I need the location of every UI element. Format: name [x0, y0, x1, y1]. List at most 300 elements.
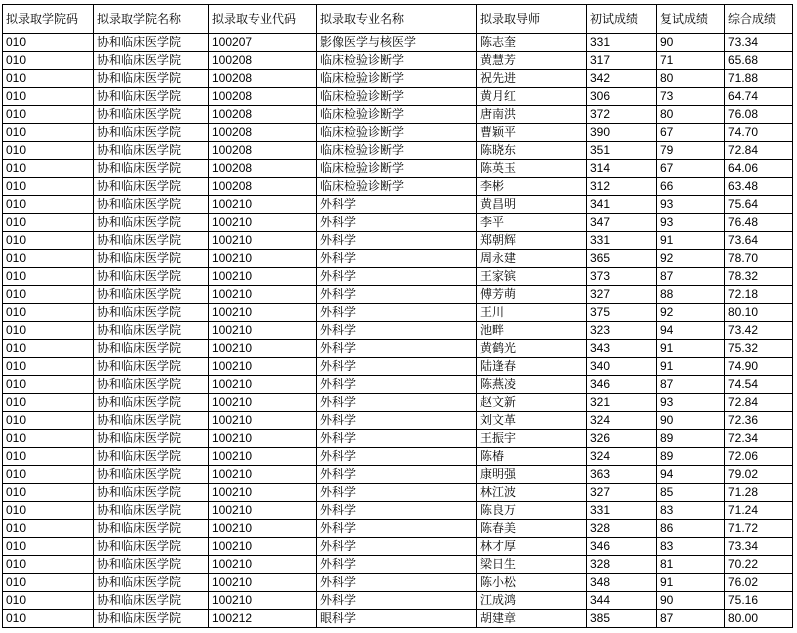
retest-score-cell: 90 [657, 592, 725, 610]
table-row [3, 70, 793, 88]
retest-score-cell: 81 [657, 556, 725, 574]
retest-score-cell: 90 [657, 34, 725, 52]
retest-score-cell: 88 [657, 286, 725, 304]
retest-score-cell: 91 [657, 358, 725, 376]
table-row [3, 124, 793, 142]
table-row [3, 610, 793, 628]
initial-score-cell: 346 [587, 538, 657, 556]
major-code-cell: 100208 [209, 178, 317, 196]
table-row [3, 232, 793, 250]
supervisor-cell: 陈英玉 [477, 160, 587, 178]
major-name-cell: 外科学 [317, 322, 477, 340]
initial-score-cell: 346 [587, 376, 657, 394]
college-code-cell: 010 [3, 304, 94, 322]
major-code-cell: 100210 [209, 196, 317, 214]
table-row [3, 520, 793, 538]
table-row [3, 142, 793, 160]
col-header-total-score: 综合成绩 [725, 5, 793, 34]
college-code-cell: 010 [3, 592, 94, 610]
major-code-cell: 100208 [209, 52, 317, 70]
college-code-cell: 010 [3, 394, 94, 412]
retest-score-cell: 92 [657, 304, 725, 322]
college-code-cell: 010 [3, 520, 94, 538]
college-name-cell: 协和临床医学院 [94, 610, 209, 628]
total-score-cell: 72.06 [725, 448, 793, 466]
supervisor-cell: 陈春美 [477, 520, 587, 538]
total-score-cell: 75.64 [725, 196, 793, 214]
col-header-major-code: 拟录取专业代码 [209, 5, 317, 34]
table-row [3, 448, 793, 466]
major-name-cell: 外科学 [317, 394, 477, 412]
initial-score-cell: 372 [587, 106, 657, 124]
retest-score-cell: 87 [657, 610, 725, 628]
supervisor-cell: 黄昌明 [477, 196, 587, 214]
total-score-cell: 78.70 [725, 250, 793, 268]
major-code-cell: 100210 [209, 286, 317, 304]
total-score-cell: 76.48 [725, 214, 793, 232]
college-code-cell: 010 [3, 142, 94, 160]
total-score-cell: 80.00 [725, 610, 793, 628]
initial-score-cell: 348 [587, 574, 657, 592]
table-row [3, 268, 793, 286]
college-name-cell: 协和临床医学院 [94, 142, 209, 160]
table-row [3, 214, 793, 232]
major-name-cell: 外科学 [317, 430, 477, 448]
college-name-cell: 协和临床医学院 [94, 106, 209, 124]
table-row [3, 340, 793, 358]
table-row [3, 286, 793, 304]
college-name-cell: 协和临床医学院 [94, 214, 209, 232]
table-row [3, 394, 793, 412]
major-code-cell: 100210 [209, 520, 317, 538]
major-code-cell: 100208 [209, 88, 317, 106]
initial-score-cell: 331 [587, 34, 657, 52]
table-row [3, 538, 793, 556]
total-score-cell: 71.72 [725, 520, 793, 538]
supervisor-cell: 陈燕凌 [477, 376, 587, 394]
table-row [3, 466, 793, 484]
table-row [3, 592, 793, 610]
initial-score-cell: 351 [587, 142, 657, 160]
major-name-cell: 影像医学与核医学 [317, 34, 477, 52]
major-name-cell: 临床检验诊断学 [317, 88, 477, 106]
supervisor-cell: 林才厚 [477, 538, 587, 556]
supervisor-cell: 梁日生 [477, 556, 587, 574]
college-name-cell: 协和临床医学院 [94, 484, 209, 502]
header-row [3, 5, 793, 34]
initial-score-cell: 328 [587, 520, 657, 538]
major-code-cell: 100208 [209, 142, 317, 160]
supervisor-cell: 唐南洪 [477, 106, 587, 124]
table-row [3, 574, 793, 592]
college-name-cell: 协和临床医学院 [94, 304, 209, 322]
total-score-cell: 72.18 [725, 286, 793, 304]
major-name-cell: 临床检验诊断学 [317, 52, 477, 70]
college-code-cell: 010 [3, 250, 94, 268]
major-name-cell: 外科学 [317, 502, 477, 520]
retest-score-cell: 94 [657, 466, 725, 484]
college-name-cell: 协和临床医学院 [94, 196, 209, 214]
supervisor-cell: 陈小松 [477, 574, 587, 592]
major-code-cell: 100210 [209, 214, 317, 232]
major-name-cell: 临床检验诊断学 [317, 142, 477, 160]
college-code-cell: 010 [3, 574, 94, 592]
major-code-cell: 100208 [209, 160, 317, 178]
supervisor-cell: 刘文革 [477, 412, 587, 430]
table-row [3, 430, 793, 448]
college-code-cell: 010 [3, 466, 94, 484]
retest-score-cell: 83 [657, 502, 725, 520]
major-name-cell: 临床检验诊断学 [317, 124, 477, 142]
total-score-cell: 74.54 [725, 376, 793, 394]
college-name-cell: 协和临床医学院 [94, 448, 209, 466]
table-row [3, 88, 793, 106]
table-row [3, 196, 793, 214]
major-code-cell: 100210 [209, 268, 317, 286]
major-code-cell: 100210 [209, 538, 317, 556]
initial-score-cell: 341 [587, 196, 657, 214]
retest-score-cell: 87 [657, 268, 725, 286]
initial-score-cell: 324 [587, 412, 657, 430]
table-row [3, 106, 793, 124]
table-row [3, 376, 793, 394]
initial-score-cell: 340 [587, 358, 657, 376]
retest-score-cell: 93 [657, 394, 725, 412]
table-row [3, 484, 793, 502]
table-row [3, 556, 793, 574]
total-score-cell: 71.88 [725, 70, 793, 88]
college-code-cell: 010 [3, 178, 94, 196]
retest-score-cell: 91 [657, 574, 725, 592]
major-name-cell: 外科学 [317, 412, 477, 430]
college-name-cell: 协和临床医学院 [94, 574, 209, 592]
major-code-cell: 100210 [209, 304, 317, 322]
college-code-cell: 010 [3, 106, 94, 124]
major-name-cell: 外科学 [317, 232, 477, 250]
supervisor-cell: 王川 [477, 304, 587, 322]
supervisor-cell: 陈椿 [477, 448, 587, 466]
major-code-cell: 100210 [209, 232, 317, 250]
supervisor-cell: 黄月红 [477, 88, 587, 106]
college-code-cell: 010 [3, 484, 94, 502]
supervisor-cell: 祝先进 [477, 70, 587, 88]
retest-score-cell: 89 [657, 430, 725, 448]
supervisor-cell: 王振宇 [477, 430, 587, 448]
initial-score-cell: 373 [587, 268, 657, 286]
major-name-cell: 外科学 [317, 448, 477, 466]
table-row [3, 322, 793, 340]
college-code-cell: 010 [3, 88, 94, 106]
total-score-cell: 63.48 [725, 178, 793, 196]
major-name-cell: 临床检验诊断学 [317, 160, 477, 178]
initial-score-cell: 327 [587, 286, 657, 304]
total-score-cell: 73.64 [725, 232, 793, 250]
retest-score-cell: 91 [657, 232, 725, 250]
college-code-cell: 010 [3, 340, 94, 358]
table-row [3, 178, 793, 196]
initial-score-cell: 314 [587, 160, 657, 178]
retest-score-cell: 90 [657, 412, 725, 430]
college-code-cell: 010 [3, 124, 94, 142]
college-code-cell: 010 [3, 376, 94, 394]
supervisor-cell: 陈志奎 [477, 34, 587, 52]
major-name-cell: 外科学 [317, 520, 477, 538]
major-code-cell: 100210 [209, 358, 317, 376]
major-name-cell: 临床检验诊断学 [317, 70, 477, 88]
total-score-cell: 64.06 [725, 160, 793, 178]
major-name-cell: 外科学 [317, 340, 477, 358]
initial-score-cell: 343 [587, 340, 657, 358]
retest-score-cell: 86 [657, 520, 725, 538]
college-name-cell: 协和临床医学院 [94, 268, 209, 286]
major-name-cell: 外科学 [317, 250, 477, 268]
initial-score-cell: 328 [587, 556, 657, 574]
college-name-cell: 协和临床医学院 [94, 250, 209, 268]
major-name-cell: 外科学 [317, 466, 477, 484]
initial-score-cell: 326 [587, 430, 657, 448]
major-code-cell: 100210 [209, 412, 317, 430]
college-code-cell: 010 [3, 610, 94, 628]
retest-score-cell: 89 [657, 448, 725, 466]
col-header-college-code: 拟录取学院码 [3, 5, 94, 34]
initial-score-cell: 331 [587, 232, 657, 250]
major-name-cell: 外科学 [317, 304, 477, 322]
col-header-initial-score: 初试成绩 [587, 5, 657, 34]
college-code-cell: 010 [3, 160, 94, 178]
major-code-cell: 100210 [209, 592, 317, 610]
retest-score-cell: 67 [657, 160, 725, 178]
supervisor-cell: 王家镔 [477, 268, 587, 286]
total-score-cell: 74.90 [725, 358, 793, 376]
major-code-cell: 100210 [209, 394, 317, 412]
major-code-cell: 100210 [209, 484, 317, 502]
major-code-cell: 100210 [209, 466, 317, 484]
retest-score-cell: 87 [657, 376, 725, 394]
total-score-cell: 75.32 [725, 340, 793, 358]
retest-score-cell: 67 [657, 124, 725, 142]
table-row [3, 52, 793, 70]
supervisor-cell: 曹颖平 [477, 124, 587, 142]
table-row [3, 358, 793, 376]
college-name-cell: 协和临床医学院 [94, 178, 209, 196]
initial-score-cell: 363 [587, 466, 657, 484]
supervisor-cell: 黄慧芳 [477, 52, 587, 70]
total-score-cell: 76.02 [725, 574, 793, 592]
major-name-cell: 外科学 [317, 268, 477, 286]
retest-score-cell: 73 [657, 88, 725, 106]
supervisor-cell: 康明强 [477, 466, 587, 484]
total-score-cell: 75.16 [725, 592, 793, 610]
major-name-cell: 外科学 [317, 484, 477, 502]
college-code-cell: 010 [3, 214, 94, 232]
college-name-cell: 协和临床医学院 [94, 592, 209, 610]
retest-score-cell: 80 [657, 106, 725, 124]
supervisor-cell: 池畔 [477, 322, 587, 340]
college-code-cell: 010 [3, 448, 94, 466]
college-code-cell: 010 [3, 322, 94, 340]
table-row [3, 304, 793, 322]
college-code-cell: 010 [3, 52, 94, 70]
major-name-cell: 外科学 [317, 286, 477, 304]
college-name-cell: 协和临床医学院 [94, 340, 209, 358]
major-name-cell: 外科学 [317, 358, 477, 376]
initial-score-cell: 385 [587, 610, 657, 628]
table-row [3, 502, 793, 520]
major-name-cell: 外科学 [317, 592, 477, 610]
college-code-cell: 010 [3, 70, 94, 88]
initial-score-cell: 327 [587, 484, 657, 502]
supervisor-cell: 胡建章 [477, 610, 587, 628]
supervisor-cell: 周永建 [477, 250, 587, 268]
total-score-cell: 78.32 [725, 268, 793, 286]
college-code-cell: 010 [3, 34, 94, 52]
major-code-cell: 100210 [209, 574, 317, 592]
retest-score-cell: 92 [657, 250, 725, 268]
col-header-college-name: 拟录取学院名称 [94, 5, 209, 34]
initial-score-cell: 317 [587, 52, 657, 70]
college-code-cell: 010 [3, 502, 94, 520]
major-code-cell: 100210 [209, 250, 317, 268]
retest-score-cell: 83 [657, 538, 725, 556]
total-score-cell: 79.02 [725, 466, 793, 484]
college-code-cell: 010 [3, 430, 94, 448]
initial-score-cell: 312 [587, 178, 657, 196]
college-name-cell: 协和临床医学院 [94, 430, 209, 448]
total-score-cell: 76.08 [725, 106, 793, 124]
initial-score-cell: 342 [587, 70, 657, 88]
supervisor-cell: 赵文新 [477, 394, 587, 412]
supervisor-cell: 陈良万 [477, 502, 587, 520]
retest-score-cell: 94 [657, 322, 725, 340]
college-code-cell: 010 [3, 196, 94, 214]
initial-score-cell: 365 [587, 250, 657, 268]
total-score-cell: 70.22 [725, 556, 793, 574]
total-score-cell: 73.42 [725, 322, 793, 340]
major-code-cell: 100210 [209, 556, 317, 574]
college-code-cell: 010 [3, 538, 94, 556]
supervisor-cell: 林江波 [477, 484, 587, 502]
college-name-cell: 协和临床医学院 [94, 232, 209, 250]
college-code-cell: 010 [3, 232, 94, 250]
major-code-cell: 100210 [209, 448, 317, 466]
supervisor-cell: 黄鹤光 [477, 340, 587, 358]
initial-score-cell: 347 [587, 214, 657, 232]
college-code-cell: 010 [3, 358, 94, 376]
supervisor-cell: 江成鸿 [477, 592, 587, 610]
admission-list-sheet [2, 4, 793, 628]
total-score-cell: 72.36 [725, 412, 793, 430]
supervisor-cell: 陆逢春 [477, 358, 587, 376]
total-score-cell: 71.24 [725, 502, 793, 520]
table-row [3, 160, 793, 178]
retest-score-cell: 79 [657, 142, 725, 160]
total-score-cell: 72.84 [725, 142, 793, 160]
total-score-cell: 74.70 [725, 124, 793, 142]
college-name-cell: 协和临床医学院 [94, 160, 209, 178]
college-code-cell: 010 [3, 556, 94, 574]
total-score-cell: 72.84 [725, 394, 793, 412]
college-name-cell: 协和临床医学院 [94, 412, 209, 430]
admission-table [2, 4, 793, 628]
table-row [3, 250, 793, 268]
initial-score-cell: 323 [587, 322, 657, 340]
college-code-cell: 010 [3, 286, 94, 304]
table-row [3, 412, 793, 430]
supervisor-cell: 陈晓东 [477, 142, 587, 160]
col-header-supervisor: 拟录取导师 [477, 5, 587, 34]
major-name-cell: 临床检验诊断学 [317, 106, 477, 124]
college-name-cell: 协和临床医学院 [94, 88, 209, 106]
college-name-cell: 协和临床医学院 [94, 376, 209, 394]
major-code-cell: 100210 [209, 322, 317, 340]
college-name-cell: 协和临床医学院 [94, 538, 209, 556]
total-score-cell: 73.34 [725, 34, 793, 52]
major-name-cell: 外科学 [317, 556, 477, 574]
major-code-cell: 100210 [209, 340, 317, 358]
major-code-cell: 100210 [209, 376, 317, 394]
major-code-cell: 100208 [209, 70, 317, 88]
major-name-cell: 临床检验诊断学 [317, 178, 477, 196]
total-score-cell: 72.34 [725, 430, 793, 448]
initial-score-cell: 321 [587, 394, 657, 412]
total-score-cell: 65.68 [725, 52, 793, 70]
major-code-cell: 100208 [209, 124, 317, 142]
college-name-cell: 协和临床医学院 [94, 70, 209, 88]
supervisor-cell: 傅芳萌 [477, 286, 587, 304]
initial-score-cell: 331 [587, 502, 657, 520]
college-name-cell: 协和临床医学院 [94, 34, 209, 52]
initial-score-cell: 344 [587, 592, 657, 610]
retest-score-cell: 85 [657, 484, 725, 502]
retest-score-cell: 93 [657, 214, 725, 232]
college-name-cell: 协和临床医学院 [94, 466, 209, 484]
major-name-cell: 外科学 [317, 574, 477, 592]
major-name-cell: 外科学 [317, 376, 477, 394]
initial-score-cell: 390 [587, 124, 657, 142]
total-score-cell: 73.34 [725, 538, 793, 556]
major-code-cell: 100210 [209, 430, 317, 448]
college-code-cell: 010 [3, 412, 94, 430]
total-score-cell: 64.74 [725, 88, 793, 106]
major-name-cell: 外科学 [317, 196, 477, 214]
supervisor-cell: 郑朝辉 [477, 232, 587, 250]
col-header-retest-score: 复试成绩 [657, 5, 725, 34]
total-score-cell: 80.10 [725, 304, 793, 322]
major-name-cell: 外科学 [317, 538, 477, 556]
college-name-cell: 协和临床医学院 [94, 124, 209, 142]
college-name-cell: 协和临床医学院 [94, 394, 209, 412]
college-name-cell: 协和临床医学院 [94, 52, 209, 70]
college-name-cell: 协和临床医学院 [94, 322, 209, 340]
retest-score-cell: 66 [657, 178, 725, 196]
supervisor-cell: 李彬 [477, 178, 587, 196]
retest-score-cell: 71 [657, 52, 725, 70]
retest-score-cell: 91 [657, 340, 725, 358]
initial-score-cell: 375 [587, 304, 657, 322]
college-name-cell: 协和临床医学院 [94, 502, 209, 520]
major-code-cell: 100210 [209, 502, 317, 520]
table-row [3, 34, 793, 52]
college-code-cell: 010 [3, 268, 94, 286]
col-header-major-name: 拟录取专业名称 [317, 5, 477, 34]
initial-score-cell: 306 [587, 88, 657, 106]
college-name-cell: 协和临床医学院 [94, 286, 209, 304]
college-name-cell: 协和临床医学院 [94, 520, 209, 538]
total-score-cell: 71.28 [725, 484, 793, 502]
major-code-cell: 100208 [209, 106, 317, 124]
major-code-cell: 100212 [209, 610, 317, 628]
college-name-cell: 协和临床医学院 [94, 358, 209, 376]
